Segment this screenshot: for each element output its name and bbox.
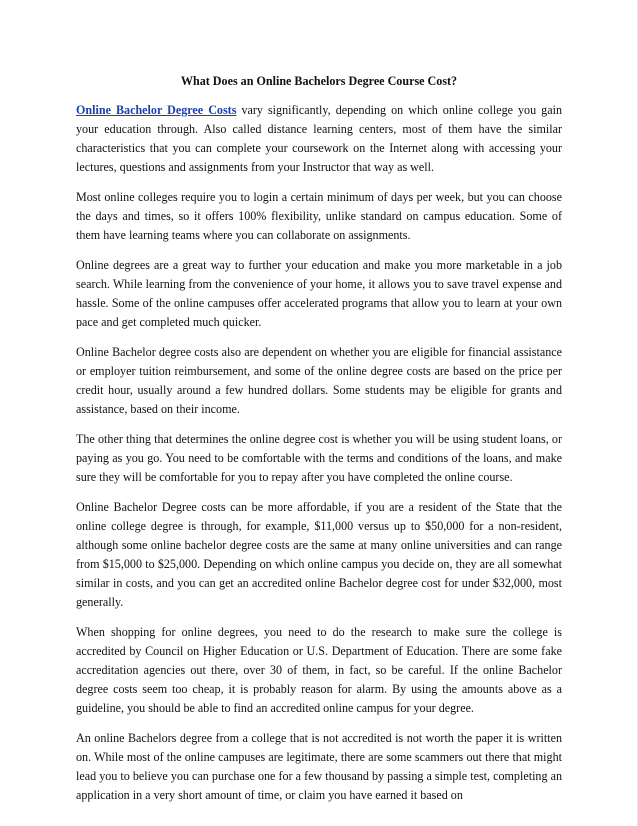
intro-paragraph — [76, 101, 562, 177]
body-paragraph: An online Bachelors degree from a college that is not accredited is not worth the paper it is written on. While most of the online campuses are legitimate, there are some scammers out there that might lead you to believe you can purchase one for a few thousand by passing a simple test, completing an application in a very short amount of time, or claim you have earned it based on — [76, 731, 562, 802]
body-paragraph: The other thing that determines the online degree cost is whether you will be using student loans, or paying as you go. You need to be comfortable with the terms and conditions of the loans, and make sure they will be comfortable for you to repay after you have completed the online course. — [76, 432, 562, 484]
online-bachelor-degree-costs-link[interactable]: Online Bachelor Degree Costs — [76, 103, 237, 117]
body-paragraph: Online degrees are a great way to further your education and make you more marketable in a job search. While learning from the convenience of your home, it allows you to save travel expense and hassle. Some of the online campuses offer accelerated programs that allow you to learn at your own pace and get completed much quicker. — [76, 258, 562, 329]
document-body — [76, 72, 562, 816]
intro-paragraph-text: vary significantly, depending on which online college you gain your education through. Also called distance learning centers, most of them have the similar characteristics that you can complete your coursework on the Internet along with accessing your lectures, questions and assignments from your Instructor that way as well. — [76, 103, 562, 174]
body-paragraph: Most online colleges require you to login a certain minimum of days per week, but you can choose the days and times, so it offers 100% flexibility, unlike standard on campus education. Some of them have learning teams where you can collaborate on assignments. — [76, 190, 562, 242]
body-paragraph: Online Bachelor Degree costs can be more affordable, if you are a resident of the State that the online college degree is through, for example, $11,000 versus up to $50,000 for a non-resident, although some online bachelor degree costs are the same at many online universities and can range from $15,000 to $25,000. Depending on which online campus you decide on, they are all somewhat similar in costs, and you can get an accredited online Bachelor degree cost for under $32,000, most generally. — [76, 500, 562, 609]
document-title: What Does an Online Bachelors Degree Course Cost? — [180, 74, 458, 88]
body-paragraph: Online Bachelor degree costs also are dependent on whether you are eligible for financial assistance or employer tuition reimbursement, and some of the online degree costs are based on the price per credit hour, usually around a few hundred dollars. Some students may be eligible for grants and assistance, based on their income. — [76, 345, 562, 416]
body-paragraph: When shopping for online degrees, you need to do the research to make sure the college is accredited by Council on Higher Education or U.S. Department of Education. There are some fake accreditation agencies out there, over 30 of them, in fact, so be careful. If the online Bachelor degree costs seem too cheap, it is probably reason for alarm. By using the amounts above as a guideline, you should be able to find an accredited online campus for your degree. — [76, 625, 562, 715]
